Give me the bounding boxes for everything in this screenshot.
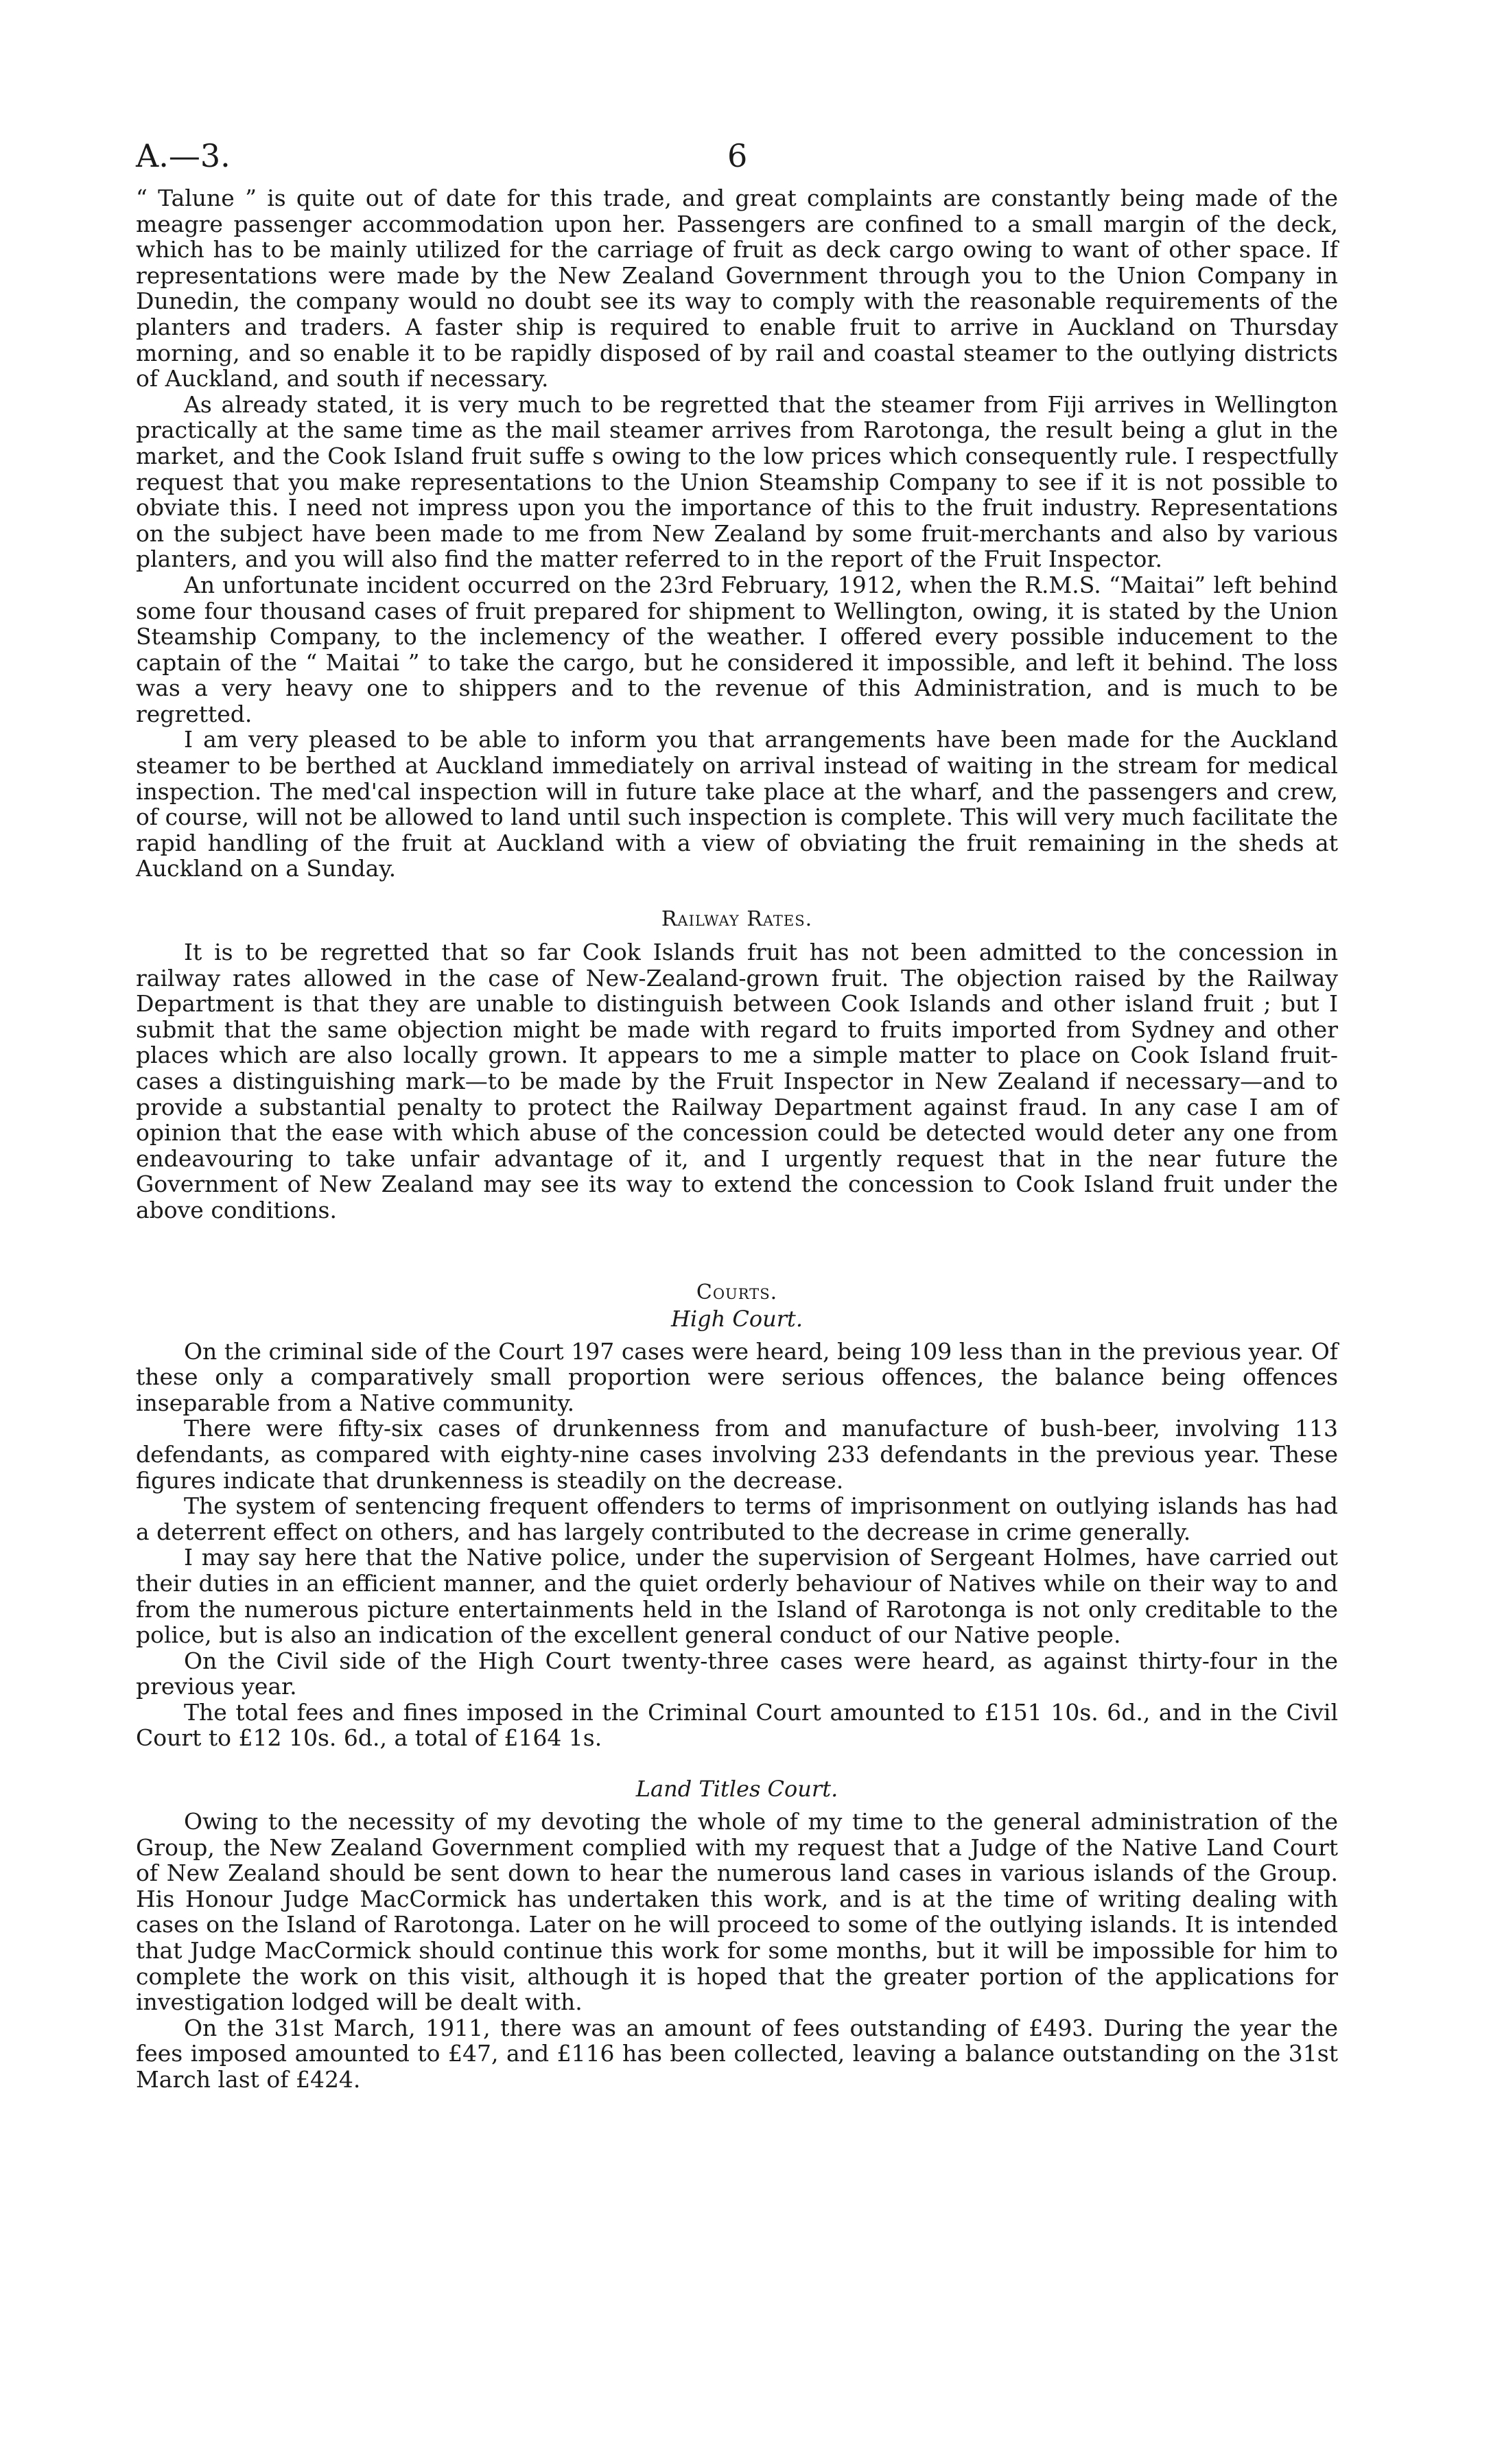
railway-rates-section [136, 906, 1338, 1223]
section-heading: Courts. [696, 1280, 778, 1304]
courts-section [136, 1280, 1338, 2093]
paragraph: As already stated, it is very much to be regretted that the steamer from Fiji arrives in Wellington practically at the same time as the mail steamer arrives from Rarotonga, the result being a glut in the market, and the Cook Island fruit suffe s owing to the low prices which consequently rule. I respectfully request that you make representations to the Union Steamship Company to see if it is not possible to obviate this. I need not impress upon you the importance of this to the fruit industry. Representations on the subject have been made to me from New Zealand by some fruit-merchants and also by various planters, and you will also find the matter referred to in the report of the Fruit Inspector. [136, 390, 1338, 573]
paragraph: Owing to the necessity of my devoting the whole of my time to the general administration of the Group, the New Zealand Government complied with my request that a Judge of the Native Land Court of New Zealand should be sent down to hear the numerous land cases in various islands of the Group. His Honour Judge MacCormick has undertaken this work, and is at the time of writing dealing with cases on the Island of Rarotonga. Later on he will proceed to some of the outlying islands. It is intended that Judge MacCormick should continue this work for some months, but it will be impossible for him to complete the work on this visit, although it is hoped that the greater portion of the applications for investigation lodged will be dealt with. [136, 1808, 1338, 2016]
paragraph: On the Civil side of the High Court twenty-three cases were heard, as against thirty-four in the previous year. [136, 1647, 1338, 1700]
page-header [136, 137, 1338, 185]
paragraph: There were fifty-six cases of drunkenness from and manufacture of bush-beer, involving 113 defendants, as compared with eighty-nine cases involving 233 defendants in the previous year. These figures indicate that drunkenness is steadily on the decrease. [136, 1415, 1338, 1494]
paragraph: It is to be regretted that so far Cook Islands fruit has not been admitted to the concession in railway rates allowed in the case of New-Zealand-grown fruit. The objection raised by the Railway Department is that they are unable to distinguish between Cook Islands and other island fruit ; but I submit that the same objection might be made with regard to fruits imported from Sydney and other places which are also locally grown. It appears to me a simple matter to place on Cook Island fruit-cases a distinguishing mark—to be made by the Fruit Inspector in New Zealand if necessary—and to provide a substantial penalty to protect the Railway Department against fraud. In any case I am of opinion that the ease with which abuse of the concession could be detected would deter any one from endeavouring to take unfair advantage of it, and I urgently request that in the near future the Government of New Zealand may see its way to extend the concession to Cook Island fruit under the above conditions. [136, 939, 1338, 1223]
document-reference: A.—3. [136, 137, 231, 174]
subsection-heading: Land Titles Court. [635, 1776, 838, 1803]
page-number: 6 [727, 137, 748, 174]
subsection-heading: High Court. [670, 1305, 803, 1332]
paragraph: On the 31st March, 1911, there was an amount of fees outstanding of £493. During the year the fees imposed amounted to £47, and £116 has been collected, leaving a balance outstanding on the 31st March last of £424. [136, 2014, 1338, 2093]
intro-section [136, 185, 1338, 882]
paragraph: I am very pleased to be able to inform you that arrangements have been made for the Auckland steamer to be berthed at Auckland immediately on arrival instead of waiting in the stream for medical inspection. The med'cal inspection will in future take place at the wharf, and the passengers and crew, of course, will not be allowed to land until such inspection is complete. This will very much facilitate the rapid handling of the fruit at Auckland with a view of obviating the fruit remaining in the sheds at Auckland on a Sunday. [136, 726, 1338, 882]
document-page [136, 137, 1338, 2093]
section-heading: Railway Rates. [661, 907, 813, 932]
paragraph: “ Talune ” is quite out of date for this trade, and great complaints are constantly being made of the meagre passenger accommodation upon her. Passengers are confined to a small margin of the deck, which has to be mainly utilized for the carriage of fruit as deck cargo owing to want of other space. If representations were made by the New Zealand Government through you to the Union Company in Dunedin, the company would no doubt see its way to comply with the reasonable requirements of the planters and traders. A faster ship is required to enable fruit to arrive in Auckland on Thursday morning, and so enable it to be rapidly disposed of by rail and coastal steamer to the outlying districts of Auckland, and south if necessary. [136, 185, 1338, 392]
paragraph: The total fees and fines imposed in the Criminal Court amounted to £151 10s. 6d., and in the Civil Court to £12 10s. 6d., a total of £164 1s. [136, 1698, 1338, 1752]
paragraph: An unfortunate incident occurred on the 23rd February, 1912, when the R.M.S. “Maitai” left behind some four thousand cases of fruit prepared for shipment to Wellington, owing, it is stated by the Union Steamship Company, to the inclemency of the weather. I offered every possible inducement to the captain of the “ Maitai ” to take the cargo, but he considered it impossible, and left it behind. The loss was a very heavy one to shippers and to the revenue of this Administration, and is much to be regretted. [136, 571, 1338, 727]
paragraph: On the criminal side of the Court 197 cases were heard, being 109 less than in the previous year. Of these only a comparatively small proportion were serious offences, the balance being offences inseparable from a Native community. [136, 1337, 1338, 1416]
paragraph: The system of sentencing frequent offenders to terms of imprisonment on outlying islands has had a deterrent effect on others, and has largely contributed to the decrease in crime generally. [136, 1492, 1338, 1545]
paragraph: I may say here that the Native police, under the supervision of Sergeant Holmes, have carried out their duties in an efficient manner, and the quiet orderly behaviour of Natives while on their way to and from the numerous picture entertainments held in the Island of Rarotonga is not only creditable to the police, but is also an indication of the excellent general conduct of our Native people. [136, 1544, 1338, 1649]
